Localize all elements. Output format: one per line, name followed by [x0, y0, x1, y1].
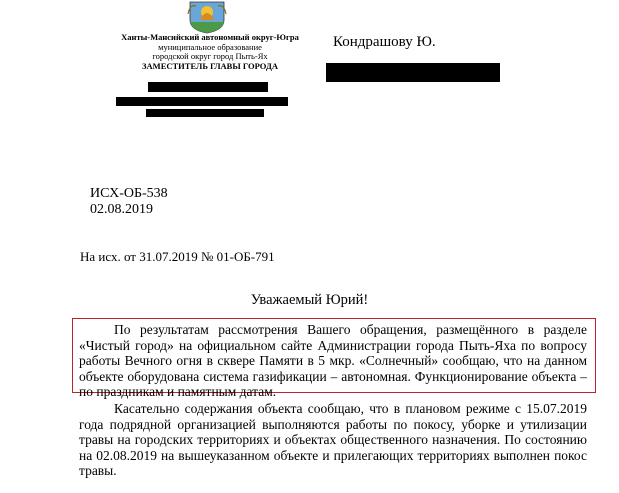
issuer-line: городской округ город Пыть-Ях: [152, 51, 268, 61]
issuer-line: Ханты-Мансийский автономный округ-Югра: [121, 32, 299, 42]
incoming-reference: На исх. от 31.07.2019 № 01-ОБ-791: [80, 249, 275, 264]
body-paragraph: [79, 401, 587, 479]
issuer-block: [100, 33, 320, 71]
document-date: 02.08.2019: [90, 202, 153, 217]
recipient-address-redaction: [326, 63, 500, 82]
issuer-title: ЗАМЕСТИТЕЛЬ ГЛАВЫ ГОРОДА: [142, 60, 278, 71]
recipient-name: Кондрашову Ю.: [333, 34, 436, 50]
body-paragraph: [79, 322, 587, 400]
paragraph-text: Касательно содержания объекта сообщаю, что в плановом режиме с 15.07.2019 года подрядной организацией выполняются работы по покосу, уборке и утилизации травы на городских территориях и объектах общественного назначения. По состоянию на 02.08.2019 на вышеуказанном объекте и прилегающих территориях выполнен покос травы.: [79, 401, 587, 478]
issuer-line: муниципальное образование: [158, 41, 262, 52]
paragraph-text: По результатам рассмотрения Вашего обращения, размещённого в разделе «Чистый город» на официальном сайте Администрации города Пыть-Яха по вопросу работы Вечного огня в сквере Памяти в 5 мкр. «Солнечный» сообщаю, что на данном объекте оборудована система газификации – автономная. Функционирование объекта – по праздникам и памятным датам.: [79, 322, 587, 399]
salutation: Уважаемый Юрий!: [250, 292, 369, 308]
redaction-bar: [116, 97, 288, 106]
coat-of-arms-icon: [186, 0, 228, 34]
redaction-bar: [146, 109, 264, 117]
document-number: ИСХ-ОБ-538: [90, 186, 168, 201]
redaction-bar: [148, 82, 268, 92]
outgoing-reference: [90, 186, 168, 218]
